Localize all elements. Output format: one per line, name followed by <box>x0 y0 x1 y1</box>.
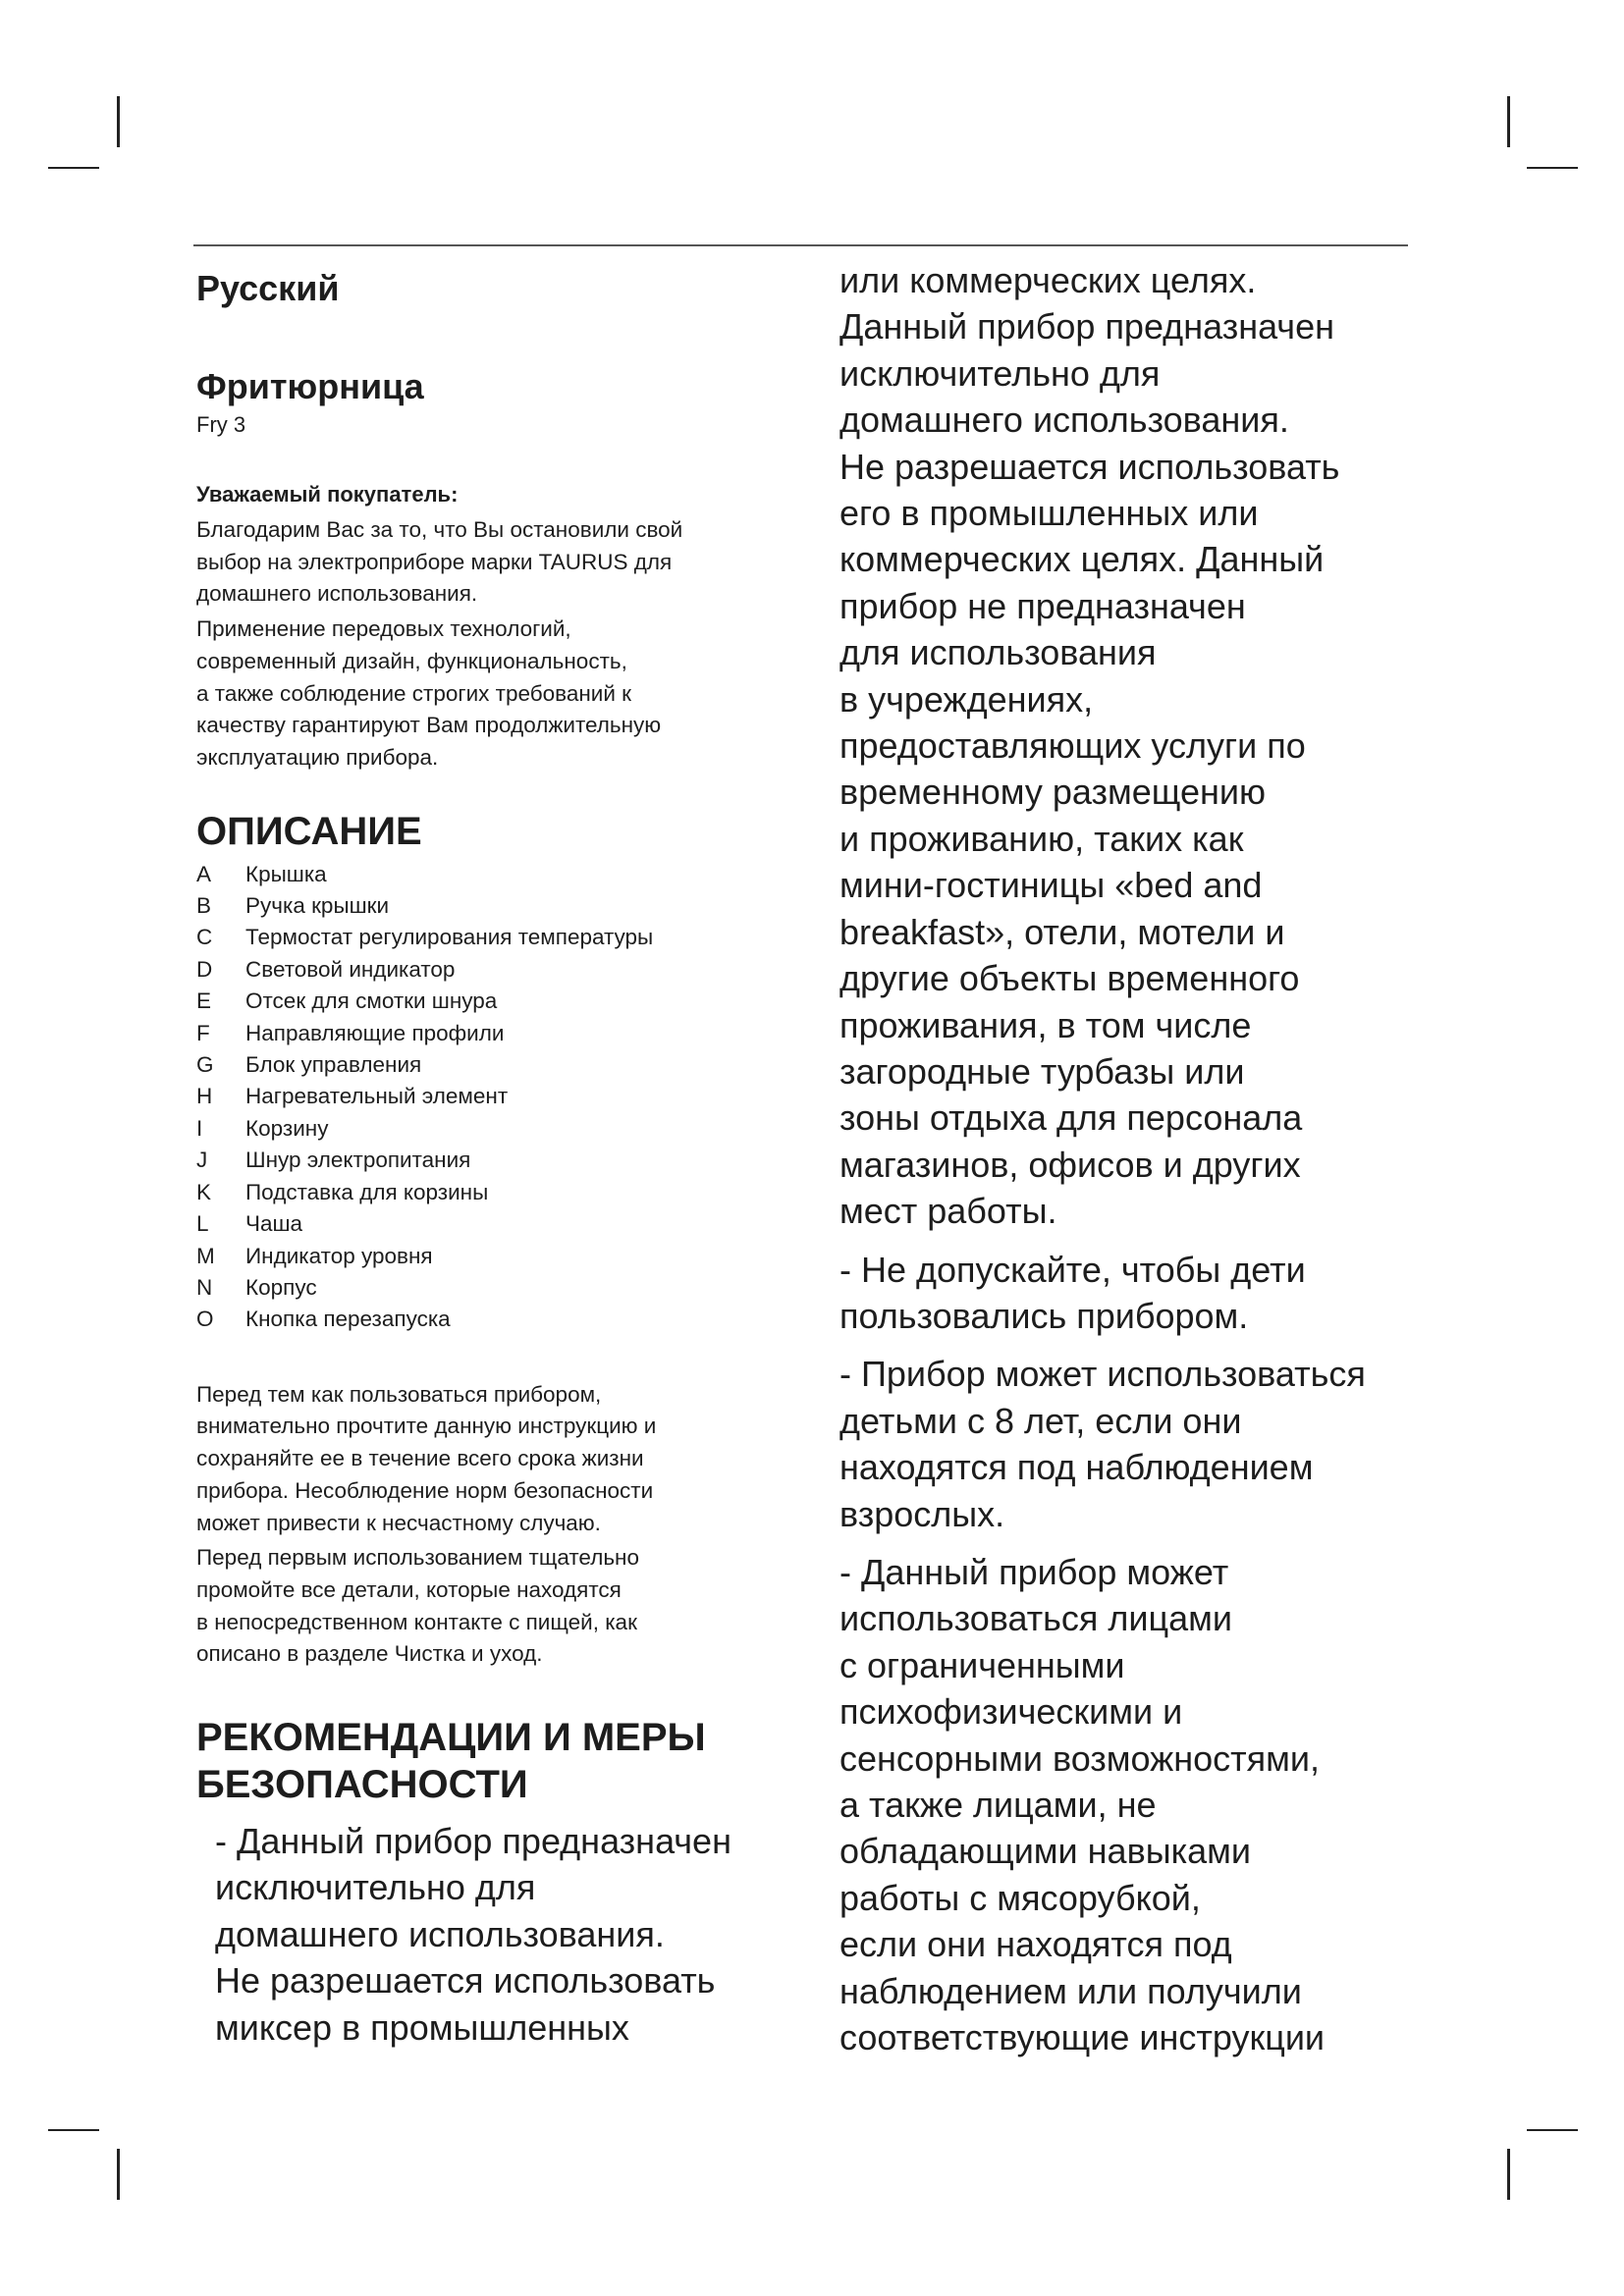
part-item <box>196 1177 825 1208</box>
part-label: Крышка <box>245 861 327 886</box>
part-item <box>196 859 825 890</box>
crop-mark-top-right-v <box>1507 96 1510 147</box>
crop-mark-bottom-right-v <box>1507 2149 1510 2200</box>
part-key: C <box>196 925 213 950</box>
safety-text-right-3: - Прибор может использоваться детьми с 8 лет, если они находятся под наблюдением взрослых. <box>839 1354 1366 1534</box>
part-label: Отсек для смотки шнура <box>245 988 498 1014</box>
safety-text-right-4: - Данный прибор может использоваться лицами с ограниченными психофизическими и сенсорными возможностями, а также лицами, не обладающими навыками работы с мясорубкой, если они находятся под наблюдением или получили соответствующие инструкции <box>839 1551 1326 2058</box>
part-item <box>196 1208 825 1240</box>
safety-text-right-1: или коммерческих целях. Данный прибор предназначен исключительно для домашнего использования. Не разрешается использовать его в промышленных или коммерческих целях. Данный прибор не предназначен для использования в учреждениях, предоставляющих услуги по временному размещению и проживанию, таких как мини-гостиницы «bed and breakfast», отели, мотели и другие объекты временного проживания, в том числе загородные турбазы или зоны отдыха для персонала магазинов, офисов и других мест работы. <box>839 260 1340 1232</box>
part-label: Корпус <box>245 1274 317 1300</box>
left-column <box>196 257 825 2051</box>
product-title: Фритюрница <box>196 366 424 406</box>
part-item <box>196 1113 825 1145</box>
part-key: H <box>196 1084 213 1109</box>
before-use-paragraph-1: Перед тем как пользоваться прибором, внимательно прочтите данную инструкцию и сохраняйте ее в течение всего срока жизни прибора. Несоблюдение норм безопасности может привести к несчастному случаю. <box>196 1381 657 1535</box>
part-item <box>196 1241 825 1272</box>
part-label: Кнопка перезапуска <box>245 1307 451 1332</box>
part-key: M <box>196 1243 215 1268</box>
part-label: Направляющие профили <box>245 1020 505 1045</box>
parts-list <box>196 859 825 1336</box>
right-column <box>839 257 1468 2060</box>
crop-mark-bottom-left-h <box>48 2129 99 2131</box>
part-item <box>196 1304 825 1335</box>
greeting-heading: Уважаемый покупатель: <box>196 482 459 507</box>
part-key: N <box>196 1274 213 1300</box>
part-label: Нагревательный элемент <box>245 1084 509 1109</box>
part-item <box>196 1018 825 1049</box>
part-key: G <box>196 1052 214 1078</box>
before-use-paragraph-2: Перед первым использованием тщательно промойте все детали, которые находятся в непосредственном контакте с пищей, как описано в разделе Чистка и уход. <box>196 1545 639 1667</box>
part-item <box>196 1049 825 1081</box>
part-label: Индикатор уровня <box>245 1243 433 1268</box>
part-item <box>196 1272 825 1304</box>
part-item <box>196 1081 825 1112</box>
part-label: Шнур электропитания <box>245 1148 471 1173</box>
safety-text-right-2: - Не допускайте, чтобы дети пользовались прибором. <box>839 1249 1306 1336</box>
header-rule <box>193 244 1408 246</box>
part-label: Термостат регулирования температуры <box>245 925 654 950</box>
crop-mark-top-left-v <box>117 96 120 147</box>
part-item <box>196 922 825 953</box>
part-item <box>196 954 825 986</box>
part-key: A <box>196 861 212 886</box>
part-key: D <box>196 956 213 982</box>
crop-mark-bottom-right-h <box>1527 2129 1578 2131</box>
part-item <box>196 890 825 922</box>
description-heading: ОПИСАНИЕ <box>196 809 422 853</box>
part-key: B <box>196 893 212 919</box>
part-key: I <box>196 1115 203 1141</box>
part-item <box>196 1145 825 1176</box>
crop-mark-bottom-left-v <box>117 2149 120 2200</box>
part-key: F <box>196 1020 210 1045</box>
part-label: Световой индикатор <box>245 956 456 982</box>
part-key: J <box>196 1148 208 1173</box>
part-key: E <box>196 988 212 1014</box>
model-name: Fry 3 <box>196 412 246 437</box>
crop-mark-top-right-h <box>1527 167 1578 169</box>
part-key: K <box>196 1179 212 1204</box>
safety-heading: РЕКОМЕНДАЦИИ И МЕРЫ БЕЗОПАСНОСТИ <box>196 1716 706 1807</box>
intro-paragraph-1: Благодарим Вас за то, что Вы остановили свой выбор на электроприборе марки TAURUS для домашнего использования. <box>196 517 683 607</box>
crop-mark-top-left-h <box>48 167 99 169</box>
part-label: Блок управления <box>245 1052 422 1078</box>
part-label: Корзину <box>245 1115 329 1141</box>
language-heading: Русский <box>196 268 340 308</box>
intro-paragraph-2: Применение передовых технологий, современный дизайн, функциональность, а также соблюдение строгих требований к качеству гарантируют Вам продолжительную эксплуатацию прибора. <box>196 616 662 770</box>
part-label: Чаша <box>245 1211 303 1237</box>
part-key: L <box>196 1211 209 1237</box>
part-key: O <box>196 1307 214 1332</box>
part-label: Подставка для корзины <box>245 1179 489 1204</box>
safety-text-left: - Данный прибор предназначен исключительно для домашнего использования. Не разрешается использовать миксер в промышленных <box>215 1821 731 2048</box>
part-label: Ручка крышки <box>245 893 390 919</box>
part-item <box>196 986 825 1017</box>
